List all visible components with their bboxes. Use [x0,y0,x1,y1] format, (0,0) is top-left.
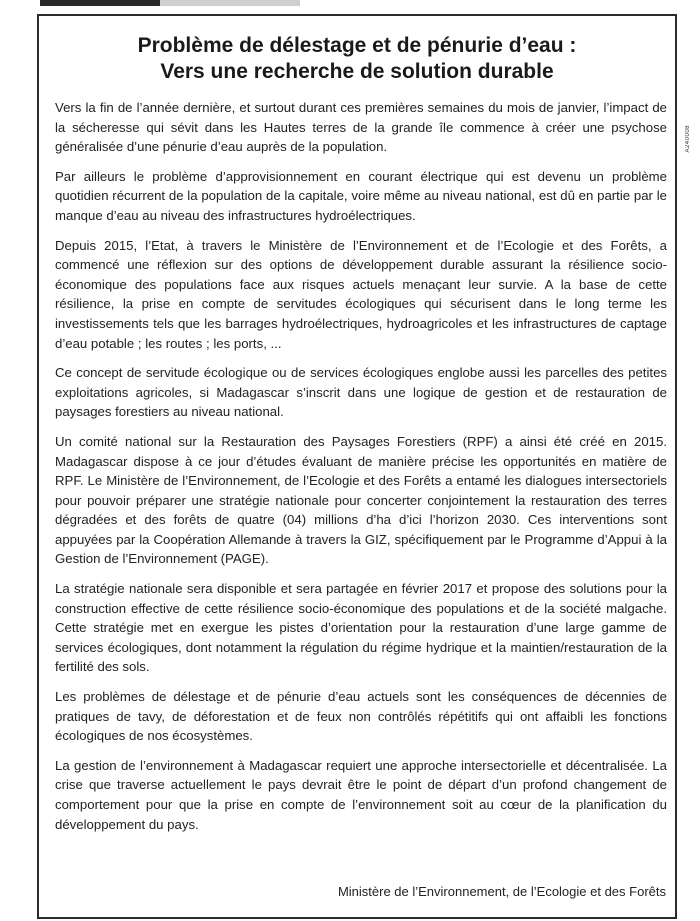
paragraph-8: La gestion de l’environnement à Madagascar requiert une approche intersectorielle et décentralisée. La crise que traverse actuellement le pays devrait être le point de départ d’un profond changement de comportement pour que la prise en compte de l’environnement soit au cœur de la planification du développement du pays. [55,757,667,832]
article-title [37,33,677,85]
paragraph-4: Ce concept de servitude écologique ou de services écologiques englobe aussi les parcelles des petites exploitations agricoles, si Madagascar s’inscrit dans une logique de gestion et de restauration de paysages forestiers au niveau national. [55,365,667,420]
paragraph-2: Par ailleurs le problème d’approvisionnement en courant électrique qui est devenu un problème quotidien récurrent de la population de la capitale, voire même au niveau national, est dû en partie par le manque d’eau au niveau des infrastructures hydroélectriques. [55,168,667,223]
header-bar-dark [40,0,160,6]
article-body [55,98,667,844]
side-reference-code: A240008 [685,125,691,153]
paragraph-7: Les problèmes de délestage et de pénurie d’eau actuels sont les conséquences de décennies de pratiques de tavy, de déforestation et de feux non contrôlés répétitifs qui ont affaibli les fonctions écologiques de nos écosystèmes. [55,689,667,744]
title-line-1: Problème de délestage et de pénurie d’eau : [137,34,577,57]
title-line-2: Vers une recherche de solution durable [160,60,554,83]
paragraph-6: La stratégie nationale sera disponible et sera partagée en février 2017 et propose des solutions pour la construction effective de cette résilience socio-économique des populations et de la société malgache. Cette stratégie met en exergue les pistes d’orientation pour la restauration d’une large gamme de services écologiques, dont notamment la régulation du régime hydrique et la maintien/restauration de la fertilité des sols. [55,581,667,675]
article-signature: Ministère de l’Environnement, de l’Ecologie et des Forêts [337,884,666,899]
paragraph-1: Vers la fin de l’année dernière, et surtout durant ces premières semaines du mois de janvier, l’impact de la sécheresse qui sévit dans les Hautes terres de la grande île commence à créer une psychose généralisée d’une pénurie d’eau auprès de la population. [55,100,667,155]
header-bar-light [160,0,300,6]
paragraph-5: Un comité national sur la Restauration des Paysages Forestiers (RPF) a ainsi été créé en 2015. Madagascar dispose à ce jour d’études évaluant de manière précise les opportunités en matière de RPF. Le Ministère de l’Environnement, de l’Ecologie et des Forêts a entamé les dialogues intersectoriels pour pouvoir préparer une stratégie nationale pour concerter conjointement la restauration des terres dégradées et des forêts de quatre (04) millions d’ha d’ici l’horizon 2030. Ces interventions sont appuyées par la Coopération Allemande à travers la GIZ, spécifiquement par le Programme d’Appui à la Gestion de l’Environnement (PAGE). [55,433,667,567]
paragraph-3: Depuis 2015, l’Etat, à travers le Ministère de l’Environnement et de l’Ecologie et des Forêts, a commencé une réflexion sur des options de développement durable assurant la résilience socio-économique des populations face aux risques actuels menaçant leur survie. A la base de cette résilience, la prise en compte de servitudes écologiques qui sécurisent dans le long terme les investissements tels que les barrages hydroélectriques, hydroagricoles et les infrastructures de captage d’eau potable ; les routes ; les ports, ... [55,237,667,351]
page-header-strip [0,0,700,14]
